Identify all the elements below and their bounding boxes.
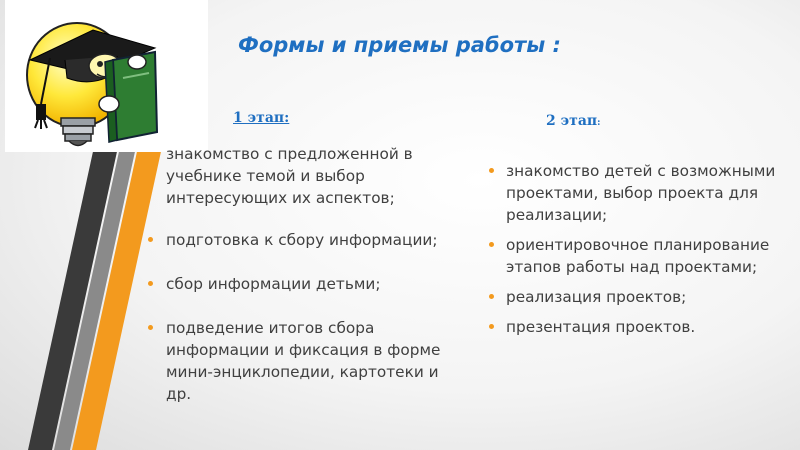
- bullet-dot-icon: [489, 168, 494, 173]
- bullet-dot-icon: [148, 325, 153, 330]
- bullet-dot-icon: [489, 242, 494, 247]
- stage-2-list: [506, 160, 776, 346]
- stage-2-item-text: знакомство детей с возможными проектами, выбор проекта для реализации;: [506, 162, 776, 224]
- stage-1-item-text: подготовка к сбору информации;: [166, 231, 438, 249]
- stage-1-heading: 1 этап:: [233, 110, 290, 126]
- bullet-dot-icon: [148, 237, 153, 242]
- stage-2-item-text: презентация проектов.: [506, 318, 696, 336]
- stage-2-heading-text: 2 этап: [546, 113, 598, 129]
- stage-1-item-text: подведение итогов сбора информации и фиксация в форме мини-энциклопедии, картотеки и др.: [166, 319, 441, 403]
- stage-2-item: [506, 316, 776, 338]
- bullet-dot-icon: [148, 281, 153, 286]
- lightbulb-graduate-with-book-icon: [5, 0, 208, 152]
- stage-2-item-text: ориентировочное планирование этапов работы над проектами;: [506, 236, 770, 276]
- stage-1-item: [166, 143, 446, 209]
- stage-1-item-text: знакомство с предложенной в учебнике темой и выбор интересующих их аспектов;: [166, 145, 413, 207]
- logo: [5, 0, 208, 152]
- stage-2-heading: [546, 113, 600, 129]
- stage-1-item: [166, 229, 446, 251]
- stage-2-item: [506, 286, 776, 308]
- bullet-dot-icon: [489, 294, 494, 299]
- stage-2-item: [506, 234, 776, 278]
- bullet-dot-icon: [489, 324, 494, 329]
- stage-1-item-text: сбор информации детьми;: [166, 275, 381, 293]
- page-title: Формы и приемы работы :: [238, 33, 561, 57]
- stage-1-item: [166, 317, 446, 405]
- stage-2-heading-colon: :: [597, 118, 601, 128]
- stage-1-item: [166, 273, 446, 295]
- stage-2-item: [506, 160, 776, 226]
- stage-2-item-text: реализация проектов;: [506, 288, 687, 306]
- stage-1-list: [166, 143, 446, 427]
